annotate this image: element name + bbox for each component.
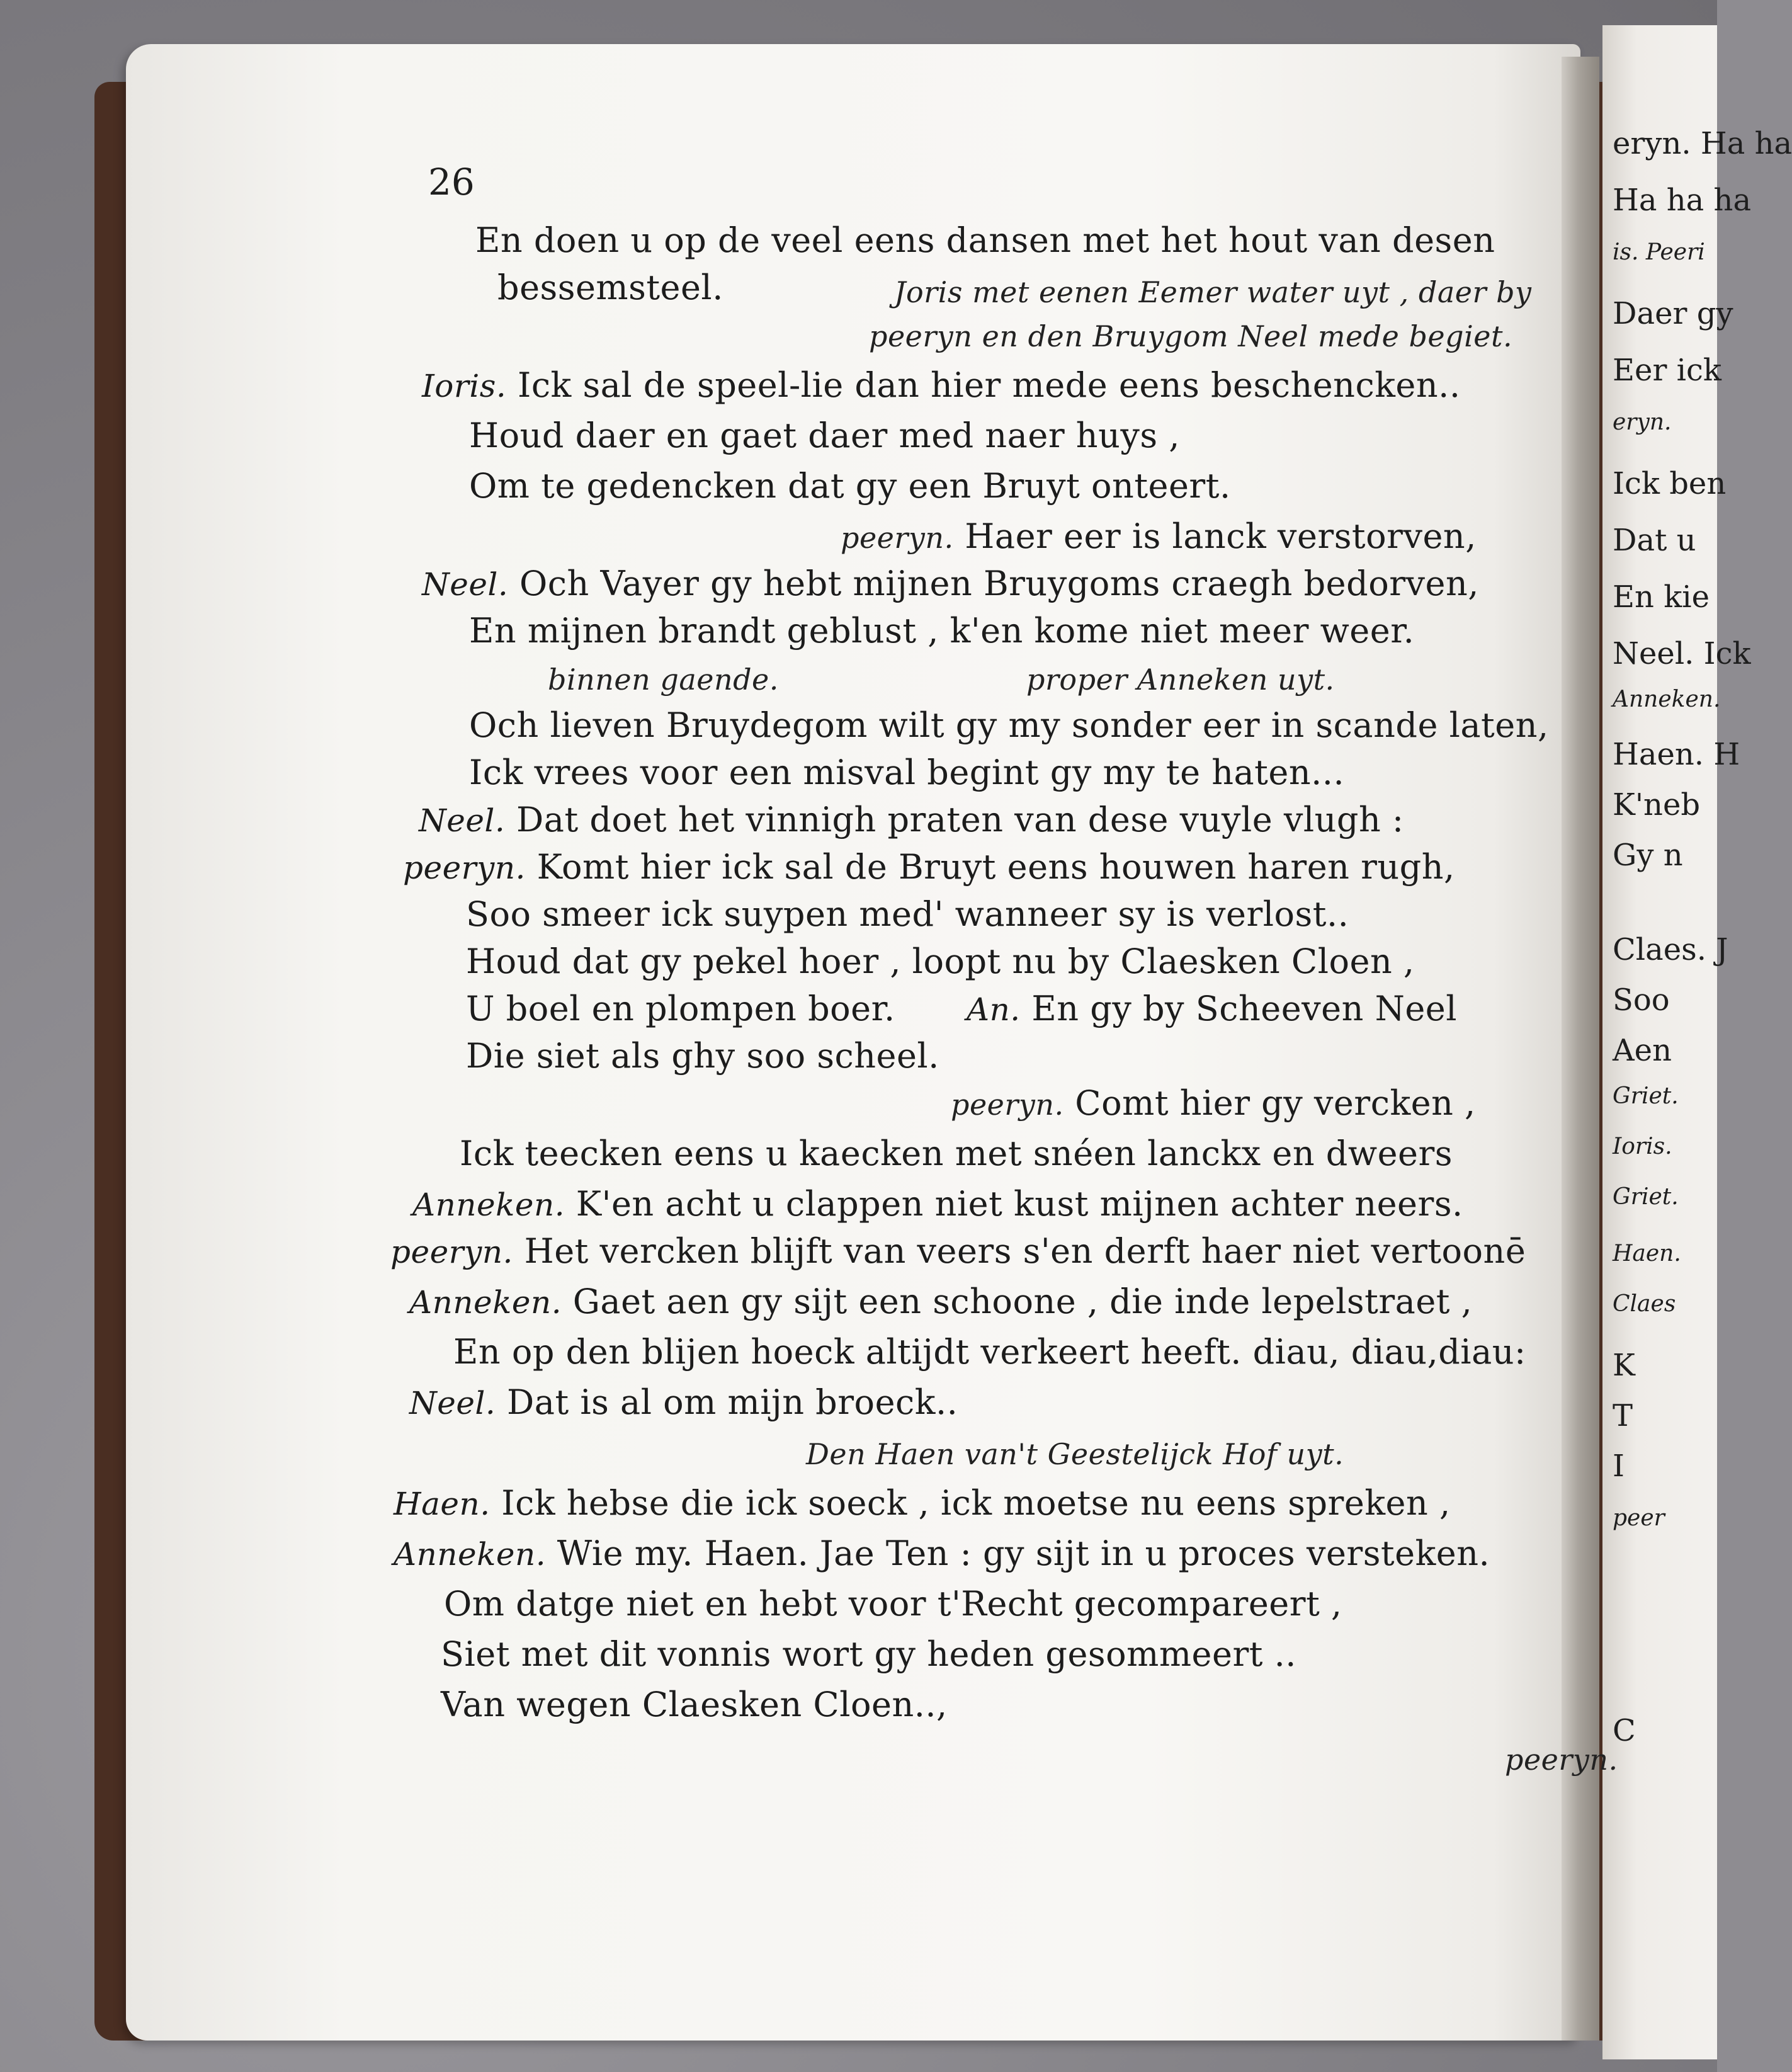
text-line <box>806 1433 1344 1472</box>
facing-page-fragment: eryn. <box>1613 409 1672 435</box>
facing-page-fragment: Griet. <box>1613 1184 1679 1210</box>
facing-page-fragment: Ick ben <box>1613 466 1727 501</box>
verse-text: Houd dat gy pekel hoer , loopt nu by Claesken Cloen , <box>466 942 1415 981</box>
text-line <box>409 1282 1472 1321</box>
verse-text: U boel en plompen boer. <box>466 989 895 1028</box>
verse-text: Om datge niet en hebt voor t'Recht gecompareert , <box>444 1584 1342 1624</box>
facing-page-fragment: Haen. H <box>1613 737 1740 772</box>
verse-text: Och lieven Bruydegom wilt gy my sonder eer in scande laten, <box>469 705 1549 745</box>
facing-page-fragment: Aen <box>1613 1033 1672 1068</box>
verse-text: Siet met dit vonnis wort gy heden gesommeert .. <box>441 1634 1296 1674</box>
verse-text: Ick vrees voor een misval begint gy my te haten... <box>469 753 1345 792</box>
speaker-name: Neel. <box>422 566 509 603</box>
facing-page-fragment: Anneken. <box>1613 686 1721 712</box>
speaker-name: peeryn. <box>390 1234 513 1270</box>
verse-text: bessemsteel. <box>497 268 723 307</box>
facing-page-fragment: C <box>1613 1713 1636 1748</box>
verse-text: Het vercken blijft van veers s'en derft haer niet vertoonē <box>524 1231 1526 1271</box>
speaker-name: Anneken. <box>412 1187 565 1223</box>
facing-page-fragment: Eer ick <box>1613 353 1721 388</box>
speaker-name: Neel. <box>409 1385 496 1421</box>
text-line <box>453 1332 1526 1372</box>
text-line <box>1505 1738 1618 1778</box>
text-line <box>469 416 1180 455</box>
facing-page-fragment: Claes. J <box>1613 932 1728 967</box>
page-number: 26 <box>428 161 475 203</box>
facing-page-fragment: Dat u <box>1613 523 1696 558</box>
facing-page-fragment: K'neb <box>1613 787 1701 823</box>
verse-text: Komt hier ick sal de Bruyt eens houwen haren rugh, <box>536 847 1455 887</box>
text-line <box>466 989 895 1028</box>
verse-text: Dat doet het vinnigh praten van dese vuyle vlugh : <box>516 800 1404 840</box>
facing-page-fragment: Claes <box>1613 1291 1676 1317</box>
verse-text: Van wegen Claesken Cloen.., <box>441 1685 948 1724</box>
facing-page-fragment: Soo <box>1613 982 1670 1018</box>
text-line <box>469 611 1414 651</box>
text-line <box>409 1382 958 1422</box>
text-line <box>469 705 1549 745</box>
stage-direction: proper Anneken uyt. <box>1026 663 1335 697</box>
text-line <box>394 1534 1490 1573</box>
stage-direction: peeryn en den Bruygom Neel mede begiet. <box>869 319 1513 353</box>
facing-page-fragment: Daer gy <box>1613 296 1733 331</box>
speaker-name: Haen. <box>394 1486 491 1522</box>
text-line <box>466 894 1349 934</box>
verse-text: En gy by Scheeven Neel <box>1031 989 1458 1028</box>
speaker-name: Ioris. <box>422 368 507 404</box>
speaker-name: Neel. <box>419 802 506 839</box>
speaker-name: An. <box>967 991 1021 1028</box>
verse-text: En doen u op de veel eens dansen met het hout van desen <box>475 220 1495 260</box>
text-line <box>419 800 1404 840</box>
facing-page-fragment: peer <box>1613 1505 1665 1531</box>
verse-text: Haer eer is lanck verstorven, <box>965 516 1477 556</box>
text-line <box>403 847 1455 887</box>
facing-page-fragment: Griet. <box>1613 1083 1679 1109</box>
stage-direction: peeryn. <box>841 521 954 555</box>
text-line <box>394 1483 1451 1523</box>
text-line <box>548 658 779 698</box>
verse-text: K'en acht u clappen niet kust mijnen achter neers. <box>576 1184 1463 1224</box>
stage-direction: peeryn. <box>951 1088 1064 1122</box>
facing-page-fragment: Haen. <box>1613 1241 1681 1267</box>
facing-page-fragment: Gy n <box>1613 838 1683 873</box>
verse-text: Ick hebse die ick soeck , ick moetse nu eens spreken , <box>501 1483 1451 1523</box>
text-line <box>422 564 1479 603</box>
facing-page-fragment: Ioris. <box>1613 1134 1672 1159</box>
facing-page-fragment: En kie <box>1613 579 1710 615</box>
text-line <box>869 315 1512 355</box>
verse-text: Om te gedencken dat gy een Bruyt onteert. <box>469 466 1231 506</box>
facing-page-fragment: T <box>1613 1398 1633 1433</box>
speaker-name: Anneken. <box>409 1284 562 1321</box>
text-line <box>466 1036 939 1076</box>
verse-text: Soo smeer ick suypen med' wanneer sy is verlost.. <box>466 894 1349 934</box>
verse-text: Dat is al om mijn broeck.. <box>507 1382 958 1422</box>
text-line <box>1026 658 1335 698</box>
text-line <box>951 1083 1476 1123</box>
facing-page-fragment: Ha ha ha <box>1613 183 1752 218</box>
verse-text: En op den blijen hoeck altijdt verkeert heeft. diau, diau,diau: <box>453 1332 1526 1372</box>
speaker-name: Anneken. <box>394 1536 547 1573</box>
verse-text: Comt hier gy vercken , <box>1075 1083 1476 1123</box>
verse-text: Ick teecken eens u kaecken met snéen lanckx en dweers <box>460 1134 1453 1173</box>
facing-page-fragment: I <box>1613 1449 1625 1484</box>
verse-text: Ick sal de speel-lie dan hier mede eens beschencken.. <box>517 365 1461 405</box>
text-line <box>967 989 1457 1028</box>
text-line <box>412 1184 1463 1224</box>
stage-direction: Den Haen van't Geestelijck Hof uyt. <box>806 1437 1344 1471</box>
text-line <box>460 1134 1453 1173</box>
text-line <box>475 220 1495 260</box>
text-line <box>422 365 1460 405</box>
text-line <box>841 516 1477 556</box>
facing-page <box>1602 25 1792 2059</box>
stage-direction: Joris met eenen Eemer water uyt , daer by <box>894 275 1532 309</box>
text-line <box>497 268 723 307</box>
text-line <box>444 1584 1342 1624</box>
facing-page-fragment: K <box>1613 1348 1635 1383</box>
text-line <box>469 466 1231 506</box>
text-line <box>390 1231 1526 1271</box>
verse-text: Wie my. Haen. Jae Ten : gy sijt in u proces versteken. <box>557 1534 1490 1573</box>
speaker-name: peeryn. <box>403 850 526 886</box>
text-line <box>466 942 1415 981</box>
facing-page-fragment: eryn. Ha ha <box>1613 126 1792 161</box>
verse-text: Och Vayer gy hebt mijnen Bruygoms craegh bedorven, <box>519 564 1479 603</box>
verse-text: Houd daer en gaet daer med naer huys , <box>469 416 1180 455</box>
text-line <box>441 1634 1296 1674</box>
text-line <box>441 1685 948 1724</box>
stage-direction: peeryn. <box>1505 1743 1618 1777</box>
stage-direction: binnen gaende. <box>548 663 779 697</box>
facing-page-fragment: Neel. Ick <box>1613 636 1751 671</box>
text-line <box>894 271 1532 310</box>
text-line <box>469 753 1344 792</box>
facing-page-fragment: is. Peeri <box>1613 239 1705 265</box>
verse-text: Die siet als ghy soo scheel. <box>466 1036 939 1076</box>
verse-text: Gaet aen gy sijt een schoone , die inde lepelstraet , <box>572 1282 1473 1321</box>
verse-text: En mijnen brandt geblust , k'en kome niet meer weer. <box>469 611 1415 651</box>
